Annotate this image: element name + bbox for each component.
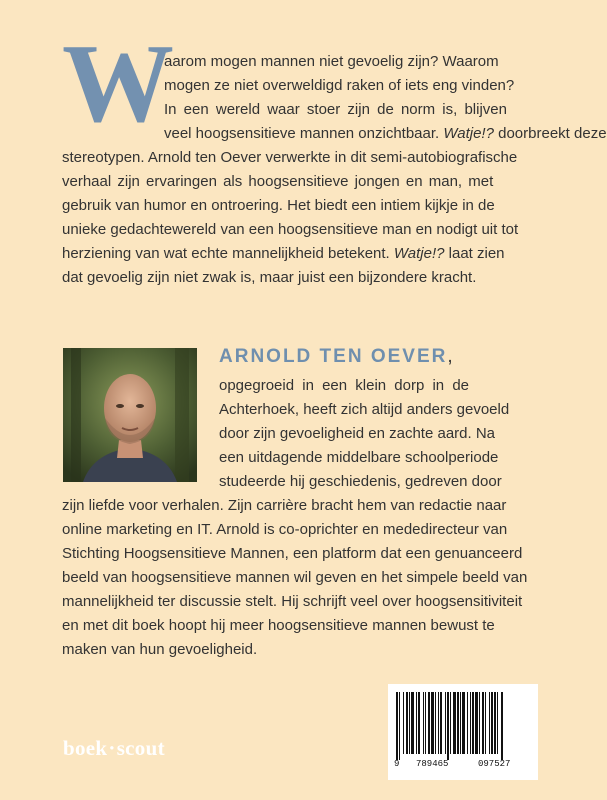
barcode-bar: [447, 692, 449, 760]
blurb-line-10: [62, 266, 476, 289]
bio-text: Stichting Hoogsensitieve Mannen, een platform dat een genuanceerd: [62, 545, 523, 562]
blurb-line-7: [62, 194, 495, 217]
barcode-bars: [394, 692, 532, 760]
blurb-text: laat zien: [448, 245, 505, 262]
bio-text: en met dit boek hoopt hij meer hoogsensitieve mannen bewust te: [62, 617, 495, 634]
barcode-bar: [409, 692, 410, 754]
bio-line-11: [62, 614, 495, 637]
bio-text: mannelijkheid ter discussie stelt. Hij schrijft veel over hoogsensitiviteit: [62, 593, 523, 610]
blurb-text: herziening van wat echte mannelijkheid betekent.: [62, 245, 390, 262]
barcode-bar: [497, 692, 498, 754]
bio-line-12: [62, 638, 257, 661]
bio-line-3: [219, 422, 495, 445]
blurb-line-9: [62, 242, 505, 265]
bio-text: online marketing en IT. Arnold is co-oprichter en mededirecteur van: [62, 521, 508, 538]
barcode-bar: [479, 692, 480, 754]
isbn-barcode: [388, 684, 538, 780]
barcode-bar: [457, 692, 459, 754]
bio-line-6: [62, 494, 506, 517]
blurb-text: In een wereld waar stoer zijn de norm is, blijven: [164, 101, 507, 118]
author-name-comma: ,: [447, 346, 453, 367]
publisher-logo: [63, 736, 165, 761]
isbn-right-digits: 097527: [478, 759, 511, 769]
barcode-bar: [453, 692, 456, 754]
bio-line-10: [62, 590, 522, 613]
barcode-bar: [482, 692, 484, 754]
barcode-bar: [460, 692, 461, 754]
barcode-bar: [416, 692, 417, 754]
barcode-bar: [440, 692, 442, 754]
bio-text: Achterhoek, heeft zich altijd anders gevoeld: [219, 401, 510, 418]
bio-text: maken van hun gevoeligheid.: [62, 641, 258, 658]
blurb-line-8: [62, 218, 518, 241]
publisher-name-left: boek: [63, 736, 108, 760]
barcode-bar: [411, 692, 414, 754]
blurb-text: stereotypen. Arnold ten Oever verwerkte in dit semi-autobiografische: [62, 149, 518, 166]
bio-text: beeld van hoogsensitieve mannen wil geven en het simpele beeld van: [62, 569, 528, 586]
barcode-bar: [438, 692, 439, 754]
blurb-text: aarom mogen mannen niet gevoelig zijn? Waarom: [164, 53, 499, 70]
barcode-bar: [491, 692, 493, 754]
barcode-bar: [450, 692, 451, 754]
barcode-bar: [494, 692, 496, 754]
barcode-bar: [475, 692, 478, 754]
blurb-line-6: [62, 170, 493, 193]
blurb-line-1: [164, 50, 504, 73]
barcode-bar: [462, 692, 465, 754]
blurb-text: dat gevoelig zijn niet zwak is, maar juist een bijzondere kracht.: [62, 269, 477, 286]
blurb-line-4: [164, 122, 607, 145]
author-name: ARNOLD TEN OEVER: [219, 346, 448, 367]
bio-line-4: [219, 446, 498, 469]
bio-line-7: [62, 518, 507, 541]
blurb-text: mogen ze niet overweldigd raken of iets eng vinden?: [164, 77, 515, 94]
drop-cap-letter: W: [62, 22, 168, 146]
barcode-bar: [489, 692, 490, 754]
author-name-heading: [219, 346, 453, 368]
bio-line-5: [219, 470, 502, 493]
publisher-dot: ·: [108, 736, 116, 760]
barcode-bar: [423, 692, 424, 754]
barcode-bar: [428, 692, 430, 754]
bio-text: een uitdagende middelbare schoolperiode: [219, 449, 499, 466]
bio-text: opgegroeid in een klein dorp in de: [219, 377, 470, 394]
barcode-bar: [425, 692, 426, 754]
blurb-text: verhaal zijn ervaringen als hoogsensitieve jongen en man, met: [62, 173, 494, 190]
bio-line-2: [219, 398, 509, 421]
bio-line-9: [62, 566, 527, 589]
author-photo: [63, 348, 197, 482]
isbn-first-digit: 9: [394, 759, 400, 769]
blurb-text: unieke gedachtewereld van een hoogsensitieve man en nodigt uit tot: [62, 221, 519, 238]
barcode-bar: [435, 692, 436, 754]
barcode-bar: [396, 692, 398, 760]
book-title-italic: Watje!?: [393, 245, 445, 262]
blurb-line-3: [164, 98, 507, 121]
barcode-bar: [431, 692, 434, 754]
publisher-name-right: scout: [116, 736, 165, 760]
blurb-line-5: [62, 146, 517, 169]
barcode-bar: [403, 692, 404, 754]
author-photo-graphic: [63, 348, 197, 482]
bio-line-8: [62, 542, 522, 565]
bio-text: studeerde hij geschiedenis, gedreven door: [219, 473, 502, 490]
bio-line-1: [219, 374, 503, 397]
blurb-text: gebruik van humor en ontroering. Het biedt een intiem kijkje in de: [62, 197, 495, 214]
barcode-bar: [406, 692, 408, 754]
barcode-bar: [485, 692, 486, 754]
bio-text: zijn liefde voor verhalen. Zijn carrière bracht hem van redactie naar: [62, 497, 507, 514]
isbn-left-digits: 789465: [416, 759, 449, 769]
barcode-bar: [472, 692, 474, 754]
blurb-text: doorbreekt deze: [498, 125, 607, 142]
barcode-bar: [467, 692, 468, 754]
barcode-bar: [470, 692, 471, 754]
bio-text: door zijn gevoeligheid en zachte aard. Na: [219, 425, 496, 442]
blurb-text: veel hoogsensitieve mannen onzichtbaar.: [164, 125, 440, 142]
barcode-bar: [501, 692, 503, 760]
barcode-bar: [399, 692, 400, 760]
book-title-italic: Watje!?: [443, 125, 494, 142]
barcode-bar: [418, 692, 420, 754]
blurb-line-2: [164, 74, 515, 97]
barcode-bar: [445, 692, 446, 754]
